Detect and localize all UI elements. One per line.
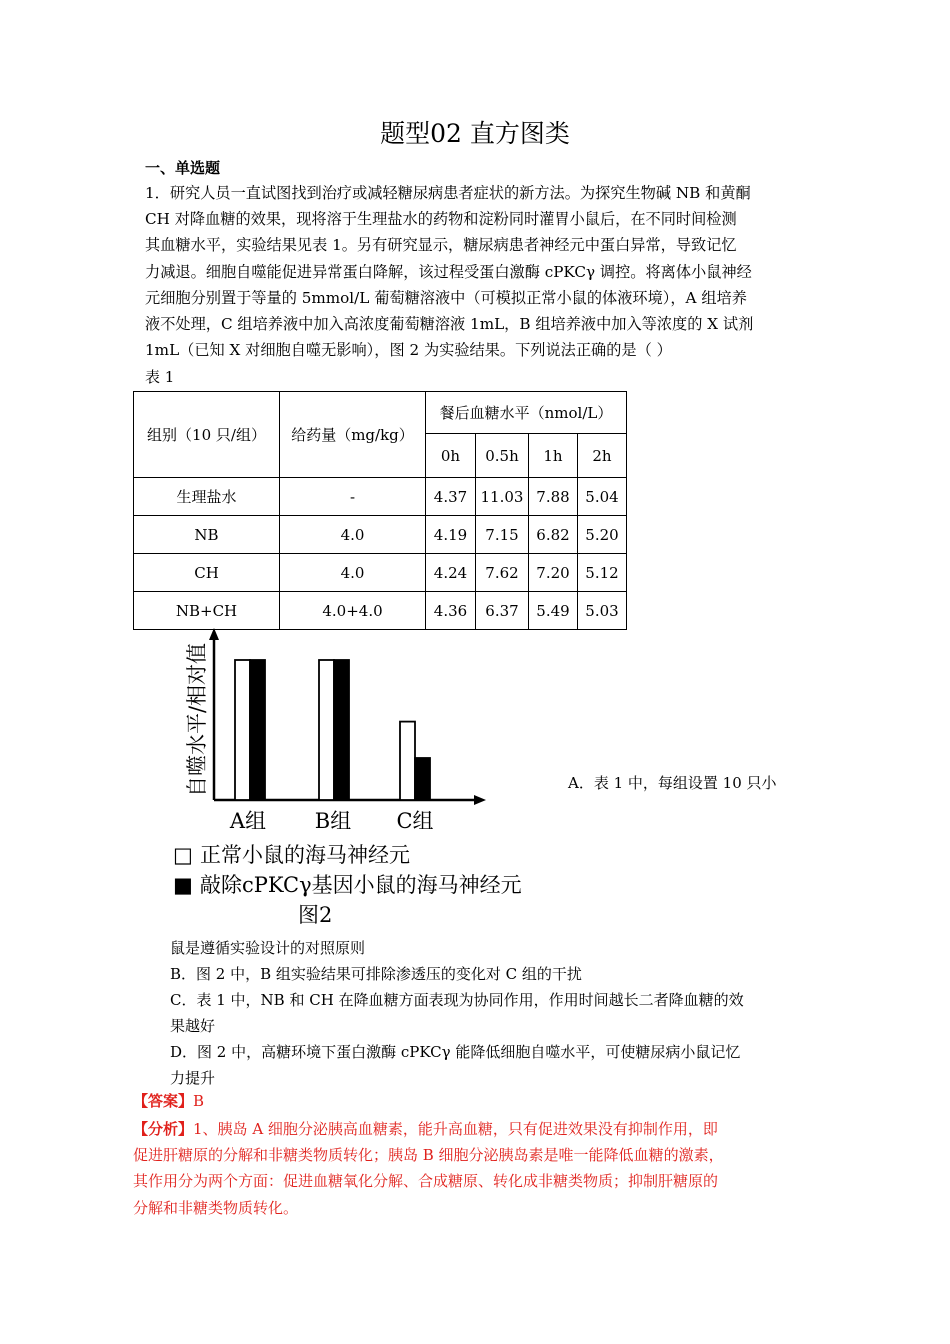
cell-value: 5.12 xyxy=(578,554,627,592)
cell-dose: - xyxy=(280,478,426,516)
section-heading: 一、单选题 xyxy=(145,159,221,177)
header-time: 0.5h xyxy=(476,434,529,478)
legend-label-normal: 正常小鼠的海马神经元 xyxy=(200,843,410,867)
chart-title: 图2 xyxy=(298,903,333,927)
option-a-line2: 鼠是遵循实验设计的对照原则 xyxy=(170,939,366,957)
analysis-line: 分解和非糖类物质转化。 xyxy=(133,1198,299,1217)
analysis-label: 【分析】 xyxy=(133,1120,194,1138)
analysis-text: 1、胰岛 A 细胞分泌胰高血糖素，能升高血糖，只有促进效果没有抑制作用，即 xyxy=(193,1120,718,1138)
table-row xyxy=(134,478,627,516)
question-line: CH 对降血糖的效果，现将溶于生理盐水的药物和淀粉同时灌胃小鼠后，在不同时间检测 xyxy=(145,210,737,229)
option-b: B．图 2 中，B 组实验结果可排除渗透压的变化对 C 组的干扰 xyxy=(170,965,582,983)
cell-value: 4.36 xyxy=(426,592,476,630)
answer xyxy=(133,1090,204,1111)
option-d-line1: D．图 2 中，高糖环境下蛋白激酶 cPKCγ 能降低细胞自噬水平，可使糖尿病小鼠记忆 xyxy=(170,1043,741,1061)
cell-value: 5.04 xyxy=(578,478,627,516)
cell-value: 5.49 xyxy=(529,592,578,630)
legend-label-knockout: 敲除cPKCγ基因小鼠的海马神经元 xyxy=(200,873,522,897)
analysis-line: 其作用分为两个方面：促进血糖氧化分解、合成糖原、转化成非糖类物质；抑制肝糖原的 xyxy=(133,1172,719,1191)
cell-dose: 4.0 xyxy=(280,554,426,592)
header-time: 0h xyxy=(426,434,476,478)
question-stem xyxy=(145,180,810,363)
x-tick-label: C组 xyxy=(396,809,434,833)
option-d-line2: 力提升 xyxy=(170,1069,216,1087)
cell-group: NB+CH xyxy=(134,592,280,630)
cell-value: 7.62 xyxy=(476,554,529,592)
autophagy-bar-chart xyxy=(170,626,580,931)
page-title: 题型02 直方图类 xyxy=(380,119,570,148)
header-group: 组别（10 只/组） xyxy=(134,392,280,478)
cell-value: 6.37 xyxy=(476,592,529,630)
cell-dose: 4.0 xyxy=(280,516,426,554)
analysis-line xyxy=(133,1116,803,1142)
header-glucose-level: 餐后血糖水平（nmol/L） xyxy=(426,392,627,434)
cell-value: 11.03 xyxy=(476,478,529,516)
analysis-line: 促进肝糖原的分解和非糖类物质转化；胰岛 B 细胞分泌胰岛素是唯一能降低血糖的激素， xyxy=(133,1146,724,1165)
cell-group: CH xyxy=(134,554,280,592)
x-tick-label: B组 xyxy=(314,809,352,833)
question-line: 1．研究人员一直试图找到治疗或减轻糖尿病患者症状的新方法。为探究生物碱 NB 和黄酮 xyxy=(145,184,751,202)
x-tick-label: A组 xyxy=(229,809,267,833)
bar-normal-2 xyxy=(400,722,415,800)
blood-glucose-table xyxy=(133,391,627,630)
cell-group: NB xyxy=(134,516,280,554)
table-row xyxy=(134,554,627,592)
cell-value: 7.20 xyxy=(529,554,578,592)
question-line: 力减退。细胞自噬能促进异常蛋白降解，该过程受蛋白激酶 cPKCγ 调控。将离体小鼠神经 xyxy=(145,262,752,281)
question-line: 元细胞分别置于等量的 5mmol/L 葡萄糖溶液中（可模拟正常小鼠的体液环境），A 组培养 xyxy=(145,288,747,307)
answer-value: B xyxy=(193,1092,205,1110)
cell-group: 生理盐水 xyxy=(134,478,280,516)
option-c-line1: C．表 1 中，NB 和 CH 在降血糖方面表现为协同作用，作用时间越长二者降血糖的效 xyxy=(170,991,744,1009)
cell-value: 5.03 xyxy=(578,592,627,630)
header-time: 1h xyxy=(529,434,578,478)
header-dose: 给药量（mg/kg） xyxy=(280,392,426,478)
y-axis-label: 自噬水平/相对值 xyxy=(185,642,209,798)
x-axis-arrow xyxy=(474,795,486,805)
cell-value: 4.19 xyxy=(426,516,476,554)
option-a-line1: A．表 1 中，每组设置 10 只小 xyxy=(568,774,777,792)
analysis xyxy=(133,1116,803,1221)
question-line: 液不处理，C 组培养液中加入高浓度葡萄糖溶液 1mL，B 组培养液中加入等浓度的 X 试剂 xyxy=(145,315,754,334)
bar-knockout-1 xyxy=(334,660,349,800)
bar-normal-0 xyxy=(235,660,250,800)
cell-value: 6.82 xyxy=(529,516,578,554)
legend-mark-normal: □ xyxy=(173,843,193,867)
cell-value: 4.37 xyxy=(426,478,476,516)
answer-label: 【答案】 xyxy=(133,1092,194,1110)
option-c-line2: 果越好 xyxy=(170,1017,216,1035)
question-line: 其血糖水平，实验结果见表 1。另有研究显示，糖尿病患者神经元中蛋白异常，导致记忆 xyxy=(145,236,737,255)
cell-value: 7.15 xyxy=(476,516,529,554)
bar-knockout-2 xyxy=(415,758,430,800)
cell-dose: 4.0+4.0 xyxy=(280,592,426,630)
bar-normal-1 xyxy=(319,660,334,800)
table-row xyxy=(134,516,627,554)
cell-value: 7.88 xyxy=(529,478,578,516)
cell-value: 5.20 xyxy=(578,516,627,554)
header-time: 2h xyxy=(578,434,627,478)
question-line: 1mL（已知 X 对细胞自噬无影响），图 2 为实验结果。下列说法正确的是（ ） xyxy=(145,341,672,360)
legend-mark-knockout: ■ xyxy=(173,873,193,897)
table-caption: 表 1 xyxy=(145,368,175,386)
bar-knockout-0 xyxy=(250,660,265,800)
y-axis-arrow xyxy=(209,628,219,640)
table-row xyxy=(134,592,627,630)
cell-value: 4.24 xyxy=(426,554,476,592)
